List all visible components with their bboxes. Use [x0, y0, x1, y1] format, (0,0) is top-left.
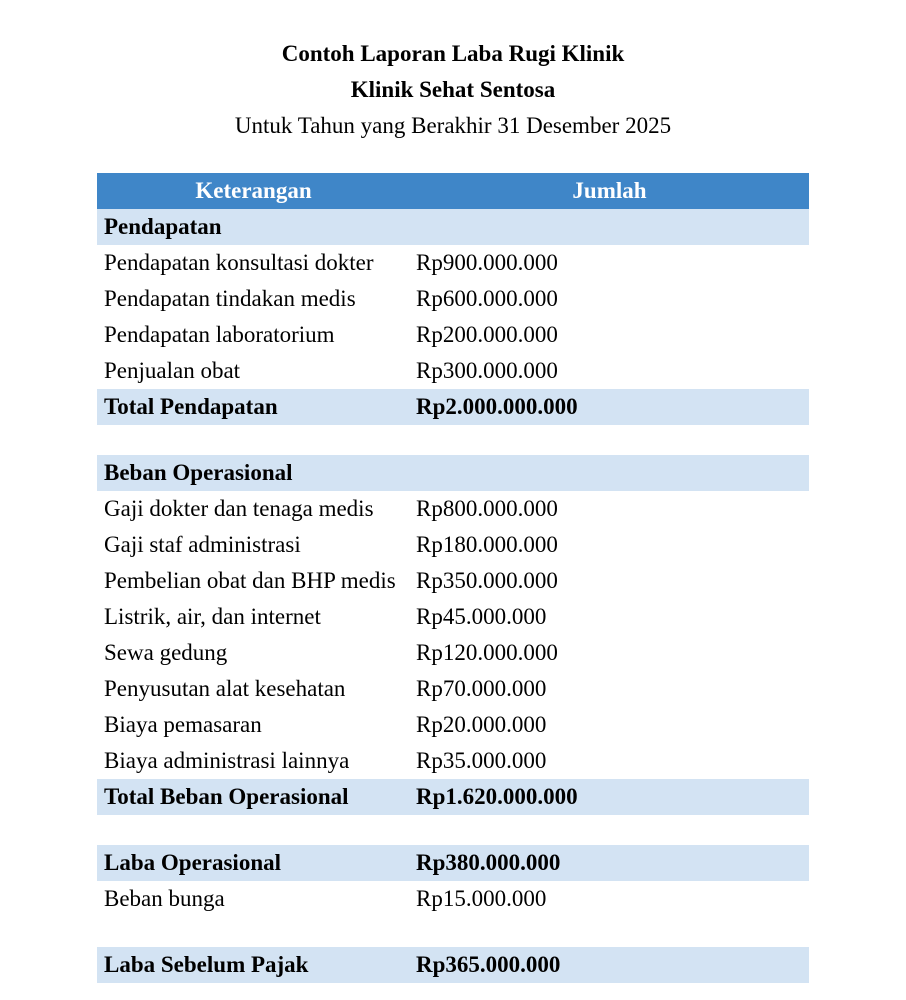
total-amount: Rp2.000.000.000: [416, 394, 578, 419]
row-amount: Rp70.000.000: [416, 676, 547, 701]
row-amount: Rp200.000.000: [416, 322, 558, 347]
table-row: [97, 563, 809, 599]
row-label: Biaya pemasaran: [104, 712, 262, 737]
laba-operasional-row: [97, 845, 809, 881]
table-row: [97, 491, 809, 527]
column-header-jumlah: Jumlah: [572, 178, 647, 203]
row-amount: Rp120.000.000: [416, 640, 558, 665]
row-amount: Rp600.000.000: [416, 286, 558, 311]
section-spacer: [97, 917, 809, 947]
row-amount: Rp300.000.000: [416, 358, 558, 383]
row-label: Beban bunga: [104, 886, 225, 911]
total-label: Total Beban Operasional: [104, 784, 349, 809]
total-pendapatan-row: [97, 389, 809, 425]
row-label: Sewa gedung: [104, 640, 228, 665]
report-period: Untuk Tahun yang Berakhir 31 Desember 2025: [234, 113, 672, 138]
report-title: Contoh Laporan Laba Rugi Klinik: [281, 41, 625, 66]
total-amount: Rp365.000.000: [416, 952, 561, 977]
row-label: Gaji dokter dan tenaga medis: [104, 496, 374, 521]
table-row: [97, 743, 809, 779]
company-name: Klinik Sehat Sentosa: [350, 77, 556, 102]
table-row: [97, 881, 809, 917]
income-statement-table: [97, 173, 809, 983]
table-row: [97, 671, 809, 707]
column-header-keterangan: Keterangan: [195, 178, 312, 203]
row-label: Biaya administrasi lainnya: [104, 748, 350, 773]
table-row: [97, 635, 809, 671]
total-amount: Rp380.000.000: [416, 850, 561, 875]
row-label: Gaji staf administrasi: [104, 532, 301, 557]
row-label: Listrik, air, dan internet: [104, 604, 321, 629]
row-label: Pendapatan laboratorium: [104, 322, 335, 347]
row-amount: Rp15.000.000: [416, 886, 547, 911]
row-amount: Rp350.000.000: [416, 568, 558, 593]
table-row: [97, 599, 809, 635]
table-row: [97, 281, 809, 317]
row-amount: Rp900.000.000: [416, 250, 558, 275]
section-heading: Pendapatan: [104, 214, 222, 239]
laba-sebelum-pajak-row: [97, 947, 809, 983]
total-label: Total Pendapatan: [104, 394, 278, 419]
table-row: [97, 527, 809, 563]
row-label: Penjualan obat: [104, 358, 241, 383]
table-row: [97, 353, 809, 389]
table-header: [97, 173, 809, 209]
row-label: Pembelian obat dan BHP medis: [104, 568, 396, 593]
total-label: Laba Operasional: [104, 850, 282, 875]
row-amount: Rp45.000.000: [416, 604, 547, 629]
section-beban-operasional: [97, 455, 809, 491]
row-label: Pendapatan konsultasi dokter: [104, 250, 374, 275]
row-label: Penyusutan alat kesehatan: [104, 676, 346, 701]
row-amount: Rp20.000.000: [416, 712, 547, 737]
section-pendapatan: [97, 209, 809, 245]
table-row: [97, 707, 809, 743]
section-spacer: [97, 425, 809, 455]
total-beban-row: [97, 779, 809, 815]
row-amount: Rp35.000.000: [416, 748, 547, 773]
table-row: [97, 245, 809, 281]
report-heading: [0, 36, 906, 144]
section-spacer: [97, 815, 809, 845]
row-label: Pendapatan tindakan medis: [104, 286, 356, 311]
section-heading: Beban Operasional: [104, 460, 293, 485]
total-label: Laba Sebelum Pajak: [104, 952, 309, 977]
row-amount: Rp180.000.000: [416, 532, 558, 557]
row-amount: Rp800.000.000: [416, 496, 558, 521]
total-amount: Rp1.620.000.000: [416, 784, 578, 809]
table-row: [97, 317, 809, 353]
